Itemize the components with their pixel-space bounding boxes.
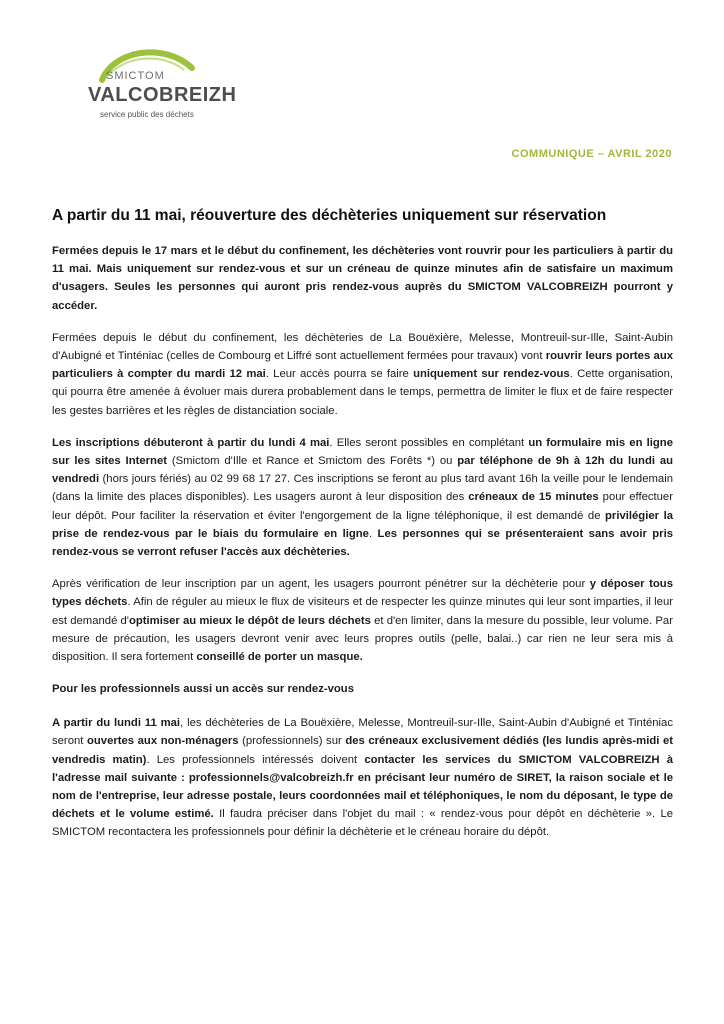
- bold-run: optimiser au mieux le dépôt de leurs déchets: [128, 614, 371, 627]
- document-title: A partir du 11 mai, réouverture des déchèteries uniquement sur réservation: [52, 207, 607, 224]
- bold-run: Les personnes qui se présenteraient sans avoir pris rendez-vous se verront refuser l'accès aux déchèteries.: [52, 527, 673, 559]
- bold-run: y déposer tous types déchets: [52, 578, 673, 609]
- bold-run: rouvrir leurs portes aux particuliers à compter du mardi 12 mai: [52, 350, 673, 381]
- text-run: et d'en limiter, dans la mesure du possible, leur volume. Par mesure de précaution, les usagers devront venir avec leurs propres outils (pelle, balai..) car rien ne leur sera mis à disposition. Il sera fortement: [52, 614, 673, 664]
- bold-run: des créneaux exclusivement dédiés (les lundis après-midi et vendredis matin): [52, 735, 673, 766]
- paragraph-intro: [52, 242, 673, 315]
- text-run: (Smictom d'Ille et Rance et Smictom des Forêts *) ou: [167, 455, 458, 468]
- text-run: . Elles seront possibles en complétant: [329, 436, 529, 449]
- text-run: . Leur accès pourra se faire: [265, 368, 414, 381]
- bold-run: uniquement sur rendez-vous: [413, 368, 570, 381]
- logo-smictom-text: SMICTOM: [106, 70, 165, 82]
- text-run: , les déchèteries de La Bouëxière, Melesse, Montreuil-sur-Ille, Saint-Aubin d'Aubigné et Tinténiac seront: [52, 717, 673, 748]
- bold-run: contacter les services du SMICTOM VALCOBREIZH à l'adresse mail suivante : professionnels@valcobreizh.fr en précisant leur numéro de SIRET, la raison sociale et le nom de l'entreprise, leur adresse postale, leurs coordonnées mail et téléphoniques, le nom du déposant, le type de déchets et le volume estimé.: [52, 753, 673, 821]
- bold-run: par téléphone de 9h à 12h du lundi au vendredi: [52, 455, 674, 486]
- communique-date-label: COMMUNIQUE – AVRIL 2020: [511, 148, 672, 160]
- bold-run: ouvertes aux non-ménagers: [86, 735, 239, 748]
- bold-run: conseillé de porter un masque.: [196, 651, 363, 664]
- document-body: [52, 242, 673, 856]
- text-run: pour effectuer leur dépôt. Pour faciliter la réservation et éviter l'engorgement de la ligne téléphonique, il est demandé de: [52, 491, 673, 522]
- paragraph-registration: [52, 434, 673, 561]
- section-subtitle-professionals: Pour les professionnels aussi un accès sur rendez-vous: [52, 683, 354, 696]
- text-run: .: [368, 527, 378, 540]
- logo-tagline: service public des déchets: [100, 110, 194, 119]
- bold-run: privilégier la prise de rendez-vous par le biais du formulaire en ligne: [52, 509, 673, 540]
- text-run: (hors jours fériés) au 02 99 68 17 27. Ces inscriptions se feront au plus tard avant 16h la veille pour le lendemain (dans la limite des places disponibles). Les usagers auront à leur disposition des: [52, 473, 673, 504]
- bold-run: A partir du lundi 11 mai: [52, 717, 181, 730]
- logo-brand-text: VALCOBREIZH: [88, 84, 237, 106]
- valcobreizh-logo: [84, 40, 237, 130]
- text-run: . Les professionnels intéressés doivent: [146, 753, 365, 766]
- paragraph-professionals: [52, 714, 673, 841]
- text-run: Il faudra préciser dans l'objet du mail : « rendez-vous pour dépôt en déchèterie ». Le SMICTOM recontactera les professionnels pour définir la déchèterie et le créneau horaire du dépôt.: [52, 808, 674, 839]
- text-run: (professionnels) sur: [238, 735, 346, 748]
- bold-run: créneaux de 15 minutes: [468, 491, 599, 504]
- paragraph-deposit: [52, 575, 673, 666]
- intro-bold: Fermées depuis le 17 mars et le début du confinement, les déchèteries vont rouvrir pour les particuliers à partir du 11 mai. Mais uniquement sur rendez-vous et sur un créneau de quinze minutes afin de satisfaire un maximum d'usagers. Seules les personnes qui auront pris rendez-vous auprès du SMICTOM VALCOBREIZH pourront y accéder.: [52, 245, 673, 312]
- text-run: Fermées depuis le début du confinement, les déchèteries de La Bouëxière, Melesse, Montreuil-sur-Ille, Saint-Aubin d'Aubigné et Tinténiac (celles de Combourg et Liffré sont actuellement fermées pour travaux) vont: [52, 331, 673, 363]
- paragraph-reopening: [52, 329, 673, 420]
- bold-run: Les inscriptions débuteront à partir du lundi 4 mai: [52, 436, 330, 449]
- text-run: . Cette organisation, qui pourra être amenée à évoluer mais durera probablement dans le temps, permettra de limiter le flux et de faire respecter les gestes barrières et les règles de distanciation sociale.: [52, 368, 673, 417]
- bold-run: un formulaire mis en ligne sur les sites Internet: [52, 436, 673, 468]
- text-run: Après vérification de leur inscription par un agent, les usagers pourront pénétrer sur la déchèterie pour: [52, 578, 590, 591]
- text-run: . Afin de réguler au mieux le flux de visiteurs et de respecter les quinze minutes qui leur sont imparties, il leur est demandé d': [52, 596, 673, 627]
